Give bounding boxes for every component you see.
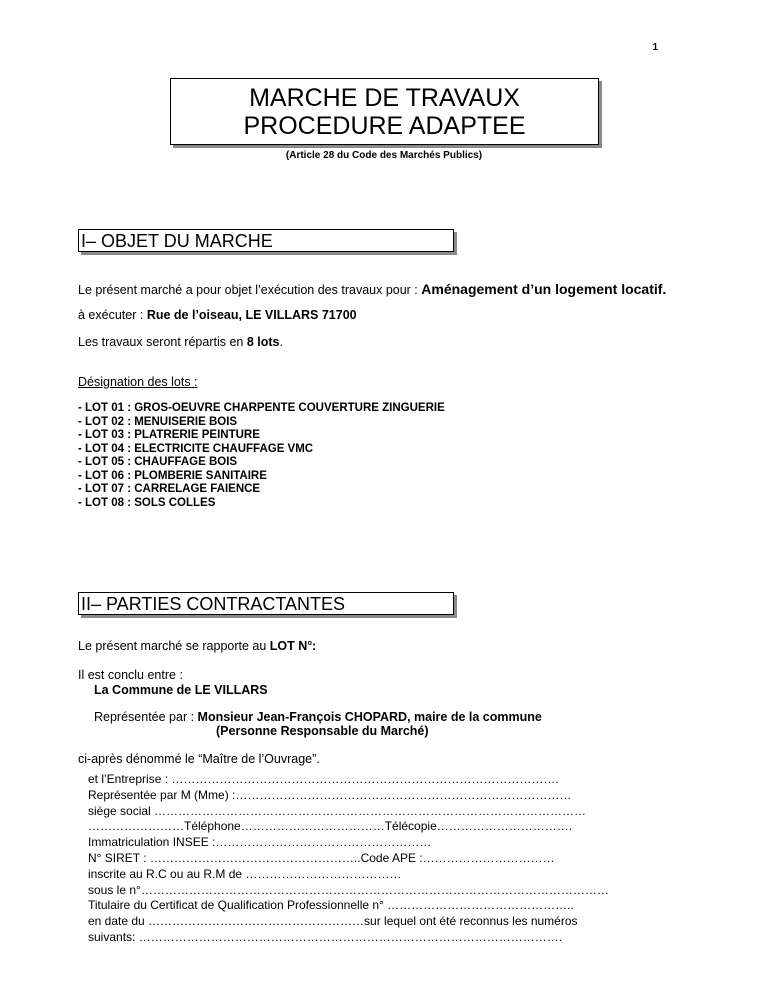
entreprise-line: inscrite au R.C ou au R.M de ………………………………… bbox=[88, 866, 402, 881]
page-number: 1 bbox=[652, 42, 658, 53]
lot-text: Le présent marché se rapporte au bbox=[78, 639, 267, 653]
lot-item: - LOT 02 : MENUISERIE BOIS bbox=[78, 415, 238, 428]
entreprise-block bbox=[88, 772, 609, 946]
entreprise-line: en date du ………………………………………………sur lequel ont été reconnus les numéros bbox=[88, 914, 578, 929]
lot-item: - LOT 01 : GROS-OEUVRE CHARPENTE COUVERTURE ZINGUERIE bbox=[78, 402, 445, 414]
represented-label: Représentée par : bbox=[94, 710, 195, 724]
lots-count-line bbox=[78, 335, 283, 349]
commune-name: La Commune de LE VILLARS bbox=[94, 683, 268, 697]
execute-value: Rue de l’oiseau, LE VILLARS 71700 bbox=[146, 308, 357, 322]
lots-count-value: 8 lots bbox=[246, 335, 280, 349]
entreprise-line: et l’Entreprise : ……………………………………………………………………………………. bbox=[88, 772, 559, 786]
lot-item: - LOT 03 : PLATRERIE PEINTURE bbox=[78, 429, 260, 441]
article-reference: (Article 28 du Code des Marchés Publics) bbox=[285, 150, 483, 161]
lots-count-text: Les travaux seront répartis en bbox=[78, 335, 244, 349]
lot-colon: : bbox=[312, 639, 317, 653]
document-title-box bbox=[170, 78, 599, 145]
lot-line bbox=[78, 639, 312, 653]
concluded-text: Il est conclu entre : bbox=[78, 668, 183, 682]
entreprise-line: Représentée par M (Mme) :………………………………………………………………………… bbox=[88, 787, 572, 802]
execute-label: à exécuter : bbox=[78, 308, 144, 322]
lot-item: - LOT 08 : SOLS COLLES bbox=[78, 496, 216, 509]
represented-value: Monsieur Jean-François CHOPARD, maire de la commune bbox=[197, 710, 542, 724]
entreprise-line: Titulaire du Certificat de Qualification Professionnelle n° ……………………………………….. bbox=[88, 898, 574, 913]
execute-line bbox=[78, 308, 357, 322]
lot-item: - LOT 05 : CHAUFFAGE BOIS bbox=[78, 456, 238, 468]
designation-label: Désignation des lots : bbox=[78, 375, 198, 389]
section-heading-objet: I– OBJET DU MARCHE bbox=[78, 229, 454, 252]
document-title-line2: PROCEDURE ADAPTEE bbox=[243, 111, 526, 140]
document-title-line1: MARCHE DE TRAVAUX bbox=[249, 83, 520, 112]
lot-item: - LOT 04 : ELECTRICITE CHAUFFAGE VMC bbox=[78, 442, 314, 455]
object-value: Aménagement d’un logement locatif. bbox=[421, 281, 667, 297]
represented-line bbox=[94, 710, 542, 724]
represented-sub: (Personne Responsable du Marché) bbox=[216, 724, 429, 738]
entreprise-line: siège social ……………………………………………………………………………………………… bbox=[88, 803, 587, 818]
lot-item: - LOT 06 : PLOMBERIE SANITAIRE bbox=[78, 469, 267, 482]
section-heading-parties: II– PARTIES CONTRACTANTES bbox=[78, 592, 454, 615]
lots-count-dot: . bbox=[279, 335, 283, 349]
lot-label: LOT N° bbox=[269, 639, 313, 653]
entreprise-line: sous le n°……………………………………………………………………………………………………… bbox=[88, 882, 609, 897]
lot-item: - LOT 07 : CARRELAGE FAIENCE bbox=[78, 483, 261, 495]
entreprise-line: ……………………Téléphone………………………………Télécopie……………………………. bbox=[88, 819, 573, 834]
object-line bbox=[78, 281, 666, 297]
entreprise-line: suivants: ……………………………………………………………………………………………. bbox=[88, 929, 563, 944]
owner-text: ci-après dénommé le “Maître de l’Ouvrage”. bbox=[78, 752, 320, 766]
lots-list bbox=[78, 402, 445, 510]
entreprise-line: Immatriculation INSEE :……………………………………………… bbox=[88, 835, 432, 850]
object-text: Le présent marché a pour objet l’exécution des travaux pour : bbox=[78, 283, 418, 297]
entreprise-line: N° SIRET : ……………………………………………..Code APE :…………………………… bbox=[88, 850, 555, 865]
